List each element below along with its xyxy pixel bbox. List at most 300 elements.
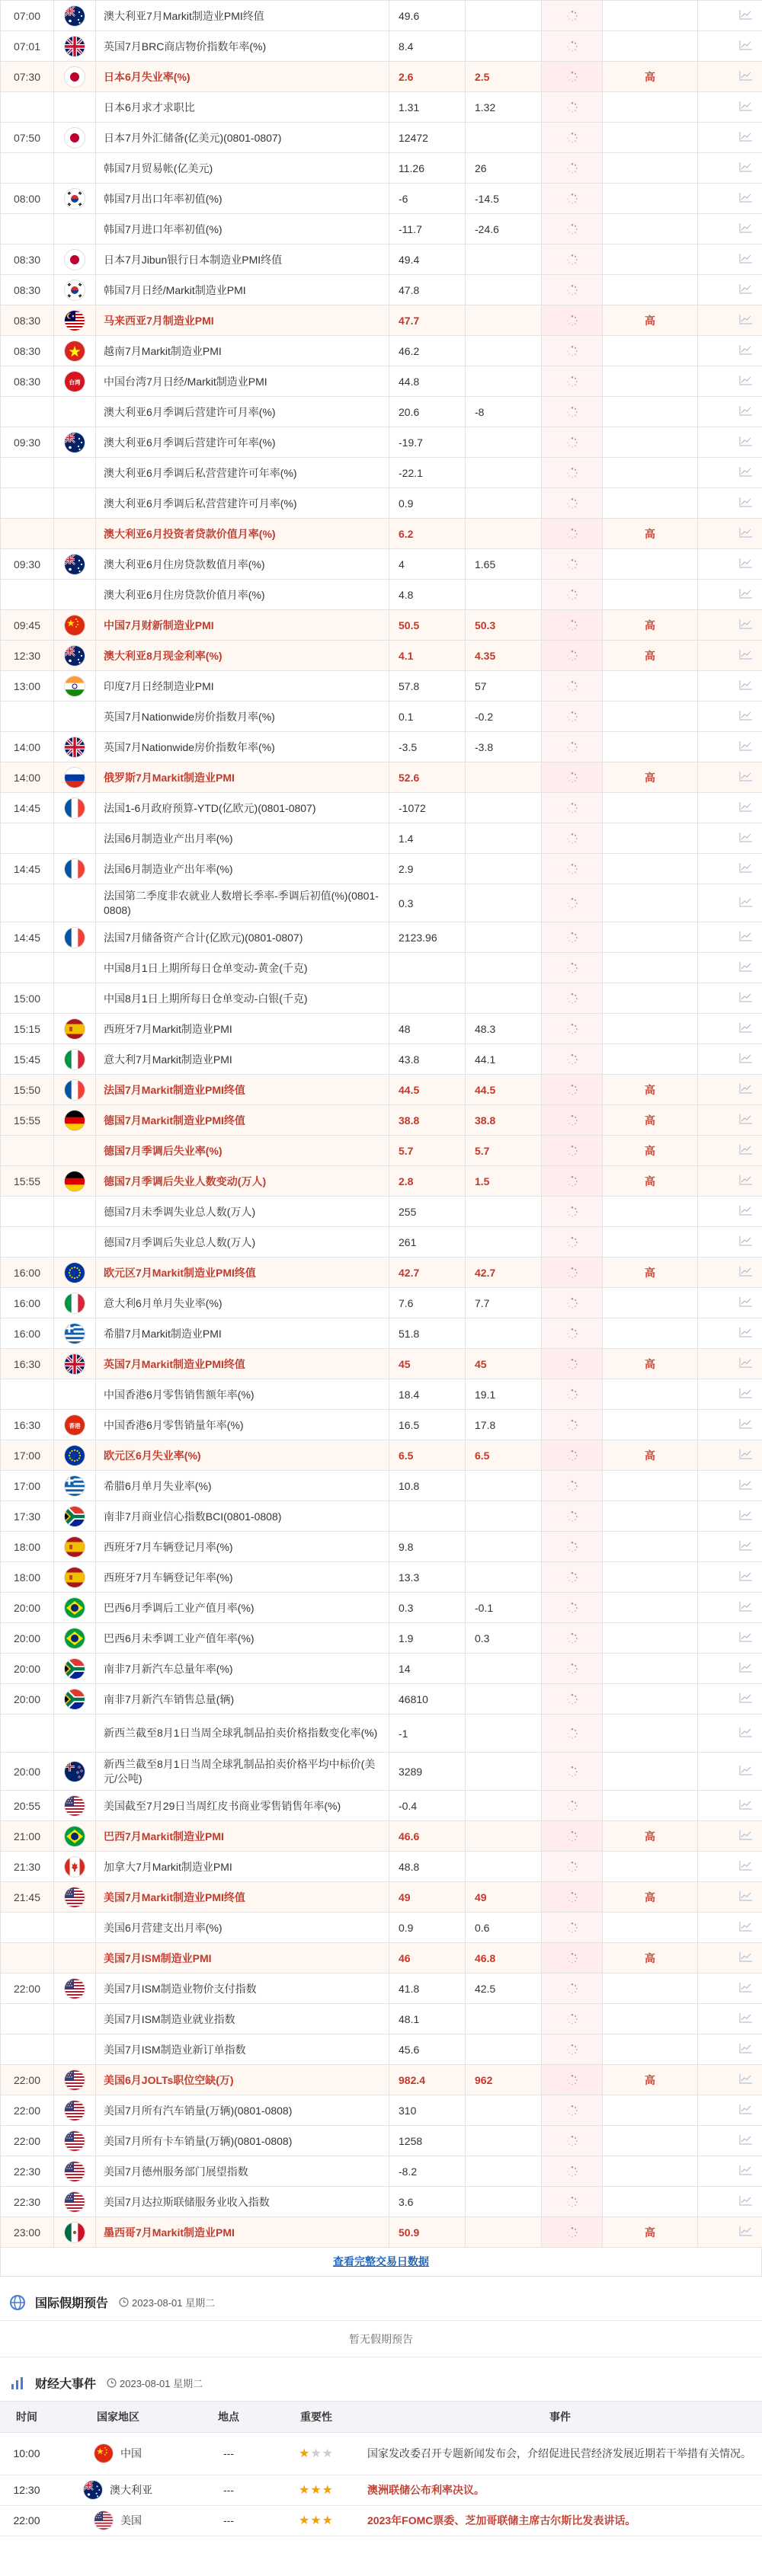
row-indicator xyxy=(96,1136,389,1166)
chart-icon[interactable] xyxy=(739,1328,753,1340)
chart-icon[interactable] xyxy=(739,1663,753,1675)
row-flag xyxy=(54,2065,96,2095)
row-flag xyxy=(54,641,96,671)
chart-icon[interactable] xyxy=(739,1602,753,1614)
flag-usa-icon xyxy=(65,2070,85,2090)
indicator-name: 法国6月制造业产出月率(%) xyxy=(104,832,233,845)
row-previous: 982.4 xyxy=(389,2065,466,2095)
flag-greece-icon xyxy=(65,1476,85,1496)
row-importance xyxy=(603,549,698,580)
chart-icon[interactable] xyxy=(739,1053,753,1066)
loading-spinner-icon xyxy=(566,1389,578,1401)
row-importance xyxy=(603,1379,698,1410)
row-previous: 9.8 xyxy=(389,1532,466,1562)
row-previous: 2.6 xyxy=(389,62,466,92)
calendar-row xyxy=(1,983,762,1014)
loading-spinner-icon xyxy=(566,2105,578,2117)
chart-icon[interactable] xyxy=(739,2226,753,2239)
chart-icon[interactable] xyxy=(739,376,753,388)
row-chart[interactable] xyxy=(698,2034,762,2065)
chart-icon[interactable] xyxy=(739,162,753,174)
row-chart[interactable] xyxy=(698,2187,762,2217)
row-chart[interactable] xyxy=(698,1593,762,1623)
chart-icon[interactable] xyxy=(739,650,753,662)
row-chart[interactable] xyxy=(698,1105,762,1136)
row-importance: 高 xyxy=(603,305,698,336)
row-importance xyxy=(603,823,698,854)
calendar-row xyxy=(1,1136,762,1166)
row-chart[interactable] xyxy=(698,1471,762,1501)
row-previous: 52.6 xyxy=(389,762,466,793)
chart-icon[interactable] xyxy=(739,1358,753,1370)
row-chart[interactable] xyxy=(698,1,762,31)
row-importance: 高 xyxy=(603,762,698,793)
chart-icon[interactable] xyxy=(739,1206,753,1218)
row-indicator xyxy=(96,1318,389,1349)
row-actual xyxy=(542,2217,603,2248)
chart-icon[interactable] xyxy=(739,1023,753,1035)
row-actual xyxy=(542,153,603,184)
loading-spinner-icon xyxy=(566,1023,578,1035)
indicator-name: 德国7月季调后失业率(%) xyxy=(104,1144,223,1157)
chart-icon[interactable] xyxy=(739,1830,753,1843)
indicator-name: 越南7月Markit制造业PMI xyxy=(104,344,222,357)
row-previous: 1258 xyxy=(389,2126,466,2156)
row-importance xyxy=(603,922,698,953)
row-importance: 高 xyxy=(603,1105,698,1136)
calendar-row xyxy=(1,702,762,732)
loading-spinner-icon xyxy=(566,10,578,22)
chart-icon[interactable] xyxy=(739,2196,753,2208)
row-time: 09:30 xyxy=(1,427,54,458)
row-chart[interactable] xyxy=(698,1532,762,1562)
row-chart[interactable] xyxy=(698,1852,762,1882)
row-chart[interactable] xyxy=(698,458,762,488)
row-chart[interactable] xyxy=(698,1791,762,1821)
chart-icon[interactable] xyxy=(739,467,753,479)
chart-icon[interactable] xyxy=(739,284,753,296)
chart-icon[interactable] xyxy=(739,2044,753,2056)
row-previous: 16.5 xyxy=(389,1410,466,1440)
chart-icon[interactable] xyxy=(739,1632,753,1644)
row-previous: 4 xyxy=(389,549,466,580)
row-time: 21:30 xyxy=(1,1852,54,1882)
row-chart[interactable] xyxy=(698,1623,762,1654)
holiday-date xyxy=(119,2295,215,2309)
row-chart[interactable] xyxy=(698,1288,762,1318)
loading-spinner-icon xyxy=(566,1053,578,1066)
row-flag xyxy=(54,366,96,397)
chart-icon[interactable] xyxy=(739,1267,753,1279)
chart-icon[interactable] xyxy=(739,962,753,974)
row-indicator xyxy=(96,922,389,953)
chart-icon[interactable] xyxy=(739,992,753,1005)
row-chart[interactable] xyxy=(698,1753,762,1791)
row-chart[interactable] xyxy=(698,762,762,793)
row-chart[interactable] xyxy=(698,1166,762,1197)
calendar-row xyxy=(1,580,762,610)
row-chart[interactable] xyxy=(698,1654,762,1684)
indicator-name: 英国7月Markit制造业PMI终值 xyxy=(104,1357,245,1370)
row-chart[interactable] xyxy=(698,123,762,153)
row-chart[interactable] xyxy=(698,2095,762,2126)
calendar-row xyxy=(1,823,762,854)
flag-usa-icon xyxy=(65,2162,85,2181)
calendar-row xyxy=(1,1227,762,1258)
chart-icon[interactable] xyxy=(739,1983,753,1995)
row-forecast: 48.3 xyxy=(466,1014,542,1044)
row-indicator xyxy=(96,983,389,1014)
calendar-row xyxy=(1,1197,762,1227)
row-chart[interactable] xyxy=(698,305,762,336)
loading-spinner-icon xyxy=(566,528,578,540)
row-forecast: 1.5 xyxy=(466,1166,542,1197)
row-actual xyxy=(542,1105,603,1136)
chart-icon[interactable] xyxy=(739,1727,753,1740)
chart-icon[interactable] xyxy=(739,711,753,723)
row-chart[interactable] xyxy=(698,983,762,1014)
chart-icon[interactable] xyxy=(739,1236,753,1248)
row-time xyxy=(1,1715,54,1753)
row-time xyxy=(1,702,54,732)
row-chart[interactable] xyxy=(698,1044,762,1075)
row-importance xyxy=(603,214,698,244)
row-importance xyxy=(603,1715,698,1753)
row-chart[interactable] xyxy=(698,153,762,184)
row-previous: 3289 xyxy=(389,1753,466,1791)
loading-spinner-icon xyxy=(566,2074,578,2086)
row-chart[interactable] xyxy=(698,1562,762,1593)
row-previous: 11.26 xyxy=(389,153,466,184)
chart-icon[interactable] xyxy=(739,10,753,22)
row-previous: 38.8 xyxy=(389,1105,466,1136)
row-time xyxy=(1,397,54,427)
calendar-row xyxy=(1,2065,762,2095)
row-importance xyxy=(603,2187,698,2217)
row-actual xyxy=(542,793,603,823)
chart-icon[interactable] xyxy=(739,1510,753,1523)
row-flag xyxy=(54,1882,96,1913)
chart-icon[interactable] xyxy=(739,772,753,784)
row-flag xyxy=(54,983,96,1014)
row-chart[interactable] xyxy=(698,1715,762,1753)
row-time: 22:00 xyxy=(1,1974,54,2004)
row-actual xyxy=(542,366,603,397)
chart-icon[interactable] xyxy=(739,833,753,845)
chart-icon[interactable] xyxy=(739,1541,753,1553)
flag-france-icon xyxy=(65,1080,85,1100)
chart-icon[interactable] xyxy=(739,132,753,144)
row-time: 08:00 xyxy=(1,184,54,214)
chart-icon[interactable] xyxy=(739,1952,753,1964)
row-chart[interactable] xyxy=(698,1410,762,1440)
row-chart[interactable] xyxy=(698,793,762,823)
row-chart[interactable] xyxy=(698,1974,762,2004)
row-chart[interactable] xyxy=(698,1197,762,1227)
chart-icon[interactable] xyxy=(739,897,753,909)
calendar-row xyxy=(1,922,762,953)
row-chart[interactable] xyxy=(698,184,762,214)
row-flag xyxy=(54,305,96,336)
chart-icon[interactable] xyxy=(739,1766,753,1778)
row-chart[interactable] xyxy=(698,1913,762,1943)
row-chart[interactable] xyxy=(698,2065,762,2095)
flag-japan-icon xyxy=(65,128,85,148)
row-actual xyxy=(542,1791,603,1821)
chart-icon[interactable] xyxy=(739,101,753,113)
row-chart[interactable] xyxy=(698,1943,762,1974)
calendar-row xyxy=(1,92,762,123)
row-indicator xyxy=(96,854,389,884)
row-previous xyxy=(389,983,466,1014)
row-previous: 18.4 xyxy=(389,1379,466,1410)
calendar-row xyxy=(1,1471,762,1501)
chart-icon[interactable] xyxy=(739,589,753,601)
chart-icon[interactable] xyxy=(739,2105,753,2117)
row-chart[interactable] xyxy=(698,2217,762,2248)
row-forecast xyxy=(466,1684,542,1715)
chart-icon[interactable] xyxy=(739,2135,753,2147)
flag-uk-icon xyxy=(65,1354,85,1374)
row-chart[interactable] xyxy=(698,1014,762,1044)
row-actual xyxy=(542,884,603,922)
chart-icon[interactable] xyxy=(739,193,753,205)
row-chart[interactable] xyxy=(698,275,762,305)
row-chart[interactable] xyxy=(698,214,762,244)
row-time: 20:00 xyxy=(1,1654,54,1684)
row-chart[interactable] xyxy=(698,1258,762,1288)
indicator-name: 巴西6月未季调工业产值年率(%) xyxy=(104,1632,255,1644)
row-flag xyxy=(54,1227,96,1258)
row-time xyxy=(1,1136,54,1166)
row-previous: 6.5 xyxy=(389,1440,466,1471)
indicator-name: 美国7月所有汽车销量(万辆)(0801-0808) xyxy=(104,2104,293,2117)
chart-icon[interactable] xyxy=(739,1297,753,1309)
chart-icon[interactable] xyxy=(739,1922,753,1934)
chart-icon[interactable] xyxy=(739,528,753,540)
row-chart[interactable] xyxy=(698,1684,762,1715)
row-chart[interactable] xyxy=(698,92,762,123)
row-chart[interactable] xyxy=(698,1821,762,1852)
chart-icon[interactable] xyxy=(739,1175,753,1187)
row-time: 14:45 xyxy=(1,793,54,823)
row-indicator xyxy=(96,641,389,671)
row-chart[interactable] xyxy=(698,1440,762,1471)
row-forecast xyxy=(466,519,542,549)
row-chart[interactable] xyxy=(698,823,762,854)
chart-icon[interactable] xyxy=(739,1800,753,1812)
row-forecast xyxy=(466,1715,542,1753)
calendar-row xyxy=(1,1562,762,1593)
row-time: 08:30 xyxy=(1,366,54,397)
flag-spain-icon xyxy=(65,1568,85,1587)
row-chart[interactable] xyxy=(698,244,762,275)
chart-icon[interactable] xyxy=(739,558,753,570)
row-chart[interactable] xyxy=(698,1882,762,1913)
row-chart[interactable] xyxy=(698,62,762,92)
row-chart[interactable] xyxy=(698,366,762,397)
chart-icon[interactable] xyxy=(739,680,753,692)
chart-icon[interactable] xyxy=(739,1389,753,1401)
row-time: 08:30 xyxy=(1,244,54,275)
row-previous: 12472 xyxy=(389,123,466,153)
event-place: --- xyxy=(183,2432,274,2475)
row-chart[interactable] xyxy=(698,1379,762,1410)
flag-vietnam-icon xyxy=(65,341,85,361)
chart-icon[interactable] xyxy=(739,315,753,327)
row-chart[interactable] xyxy=(698,2126,762,2156)
indicator-name: 美国7月所有卡车销量(万辆)(0801-0808) xyxy=(104,2134,293,2147)
chart-icon[interactable] xyxy=(739,1114,753,1127)
calendar-row xyxy=(1,1349,762,1379)
row-chart[interactable] xyxy=(698,1136,762,1166)
row-previous: 45 xyxy=(389,1349,466,1379)
row-chart[interactable] xyxy=(698,427,762,458)
chart-icon[interactable] xyxy=(739,2165,753,2178)
row-chart[interactable] xyxy=(698,1227,762,1258)
row-importance xyxy=(603,244,698,275)
chart-icon[interactable] xyxy=(739,1861,753,1873)
row-indicator xyxy=(96,1715,389,1753)
row-chart[interactable] xyxy=(698,922,762,953)
row-chart[interactable] xyxy=(698,397,762,427)
row-actual xyxy=(542,488,603,519)
row-chart[interactable] xyxy=(698,2004,762,2034)
calendar-row xyxy=(1,123,762,153)
row-importance xyxy=(603,184,698,214)
holiday-date-text: 2023-08-01 星期二 xyxy=(132,2297,216,2309)
row-actual xyxy=(542,275,603,305)
row-time xyxy=(1,1913,54,1943)
row-chart[interactable] xyxy=(698,702,762,732)
indicator-name: 中国8月1日上期所每日仓单变动-白银(千克) xyxy=(104,992,308,1005)
row-indicator xyxy=(96,62,389,92)
row-chart[interactable] xyxy=(698,641,762,671)
row-chart[interactable] xyxy=(698,488,762,519)
row-chart[interactable] xyxy=(698,519,762,549)
calendar-row xyxy=(1,1753,762,1791)
row-chart[interactable] xyxy=(698,580,762,610)
row-chart[interactable] xyxy=(698,31,762,62)
row-chart[interactable] xyxy=(698,1349,762,1379)
chart-icon[interactable] xyxy=(739,406,753,418)
chart-icon[interactable] xyxy=(739,223,753,235)
chart-icon[interactable] xyxy=(739,1480,753,1492)
row-indicator xyxy=(96,1753,389,1791)
calendar-row xyxy=(1,244,762,275)
row-chart[interactable] xyxy=(698,549,762,580)
chart-icon[interactable] xyxy=(739,2013,753,2025)
row-forecast xyxy=(466,1501,542,1532)
row-chart[interactable] xyxy=(698,953,762,983)
chart-icon[interactable] xyxy=(739,1449,753,1462)
chart-icon[interactable] xyxy=(739,497,753,510)
calendar-row xyxy=(1,519,762,549)
row-chart[interactable] xyxy=(698,1075,762,1105)
row-chart[interactable] xyxy=(698,1318,762,1349)
row-importance: 高 xyxy=(603,1166,698,1197)
calendar-row xyxy=(1,153,762,184)
row-chart[interactable] xyxy=(698,2156,762,2187)
row-chart[interactable] xyxy=(698,854,762,884)
chart-icon[interactable] xyxy=(739,802,753,814)
row-forecast: 44.1 xyxy=(466,1044,542,1075)
row-forecast: 42.5 xyxy=(466,1974,542,2004)
chart-icon[interactable] xyxy=(739,1693,753,1705)
calendar-row xyxy=(1,854,762,884)
row-time: 22:00 xyxy=(1,2126,54,2156)
chart-icon[interactable] xyxy=(739,1084,753,1096)
indicator-name: 美国截至7月29日当周红皮书商业零售销售年率(%) xyxy=(104,1799,341,1812)
chart-icon[interactable] xyxy=(739,436,753,449)
row-flag xyxy=(54,884,96,922)
row-flag xyxy=(54,1136,96,1166)
chart-icon[interactable] xyxy=(739,1571,753,1584)
row-chart[interactable] xyxy=(698,610,762,641)
row-time: 17:30 xyxy=(1,1501,54,1532)
calendar-row xyxy=(1,31,762,62)
bars-icon xyxy=(9,2375,26,2392)
chart-icon[interactable] xyxy=(739,2074,753,2086)
row-chart[interactable] xyxy=(698,884,762,922)
row-actual xyxy=(542,1501,603,1532)
chart-icon[interactable] xyxy=(739,40,753,53)
row-time: 20:00 xyxy=(1,1623,54,1654)
row-previous: 48.8 xyxy=(389,1852,466,1882)
row-forecast xyxy=(466,2217,542,2248)
row-flag xyxy=(54,1440,96,1471)
row-chart[interactable] xyxy=(698,1501,762,1532)
indicator-name: 意大利7月Markit制造业PMI xyxy=(104,1053,232,1066)
chart-icon[interactable] xyxy=(739,1419,753,1431)
chart-icon[interactable] xyxy=(739,254,753,266)
row-chart[interactable] xyxy=(698,336,762,366)
calendar-row xyxy=(1,1105,762,1136)
chart-icon[interactable] xyxy=(739,345,753,357)
chart-icon[interactable] xyxy=(739,932,753,944)
chart-icon[interactable] xyxy=(739,71,753,83)
calendar-row xyxy=(1,1318,762,1349)
loading-spinner-icon xyxy=(566,1297,578,1309)
row-time xyxy=(1,1943,54,1974)
row-chart[interactable] xyxy=(698,732,762,762)
view-full-data-link[interactable]: 查看完整交易日数据 xyxy=(333,2255,429,2268)
calendar-row xyxy=(1,427,762,458)
row-previous: 7.6 xyxy=(389,1288,466,1318)
indicator-name: 中国8月1日上期所每日仓单变动-黄金(千克) xyxy=(104,961,308,974)
loading-spinner-icon xyxy=(566,1571,578,1584)
flag-eu-icon xyxy=(65,1446,85,1465)
row-importance xyxy=(603,1501,698,1532)
row-flag xyxy=(54,580,96,610)
row-forecast xyxy=(466,1,542,31)
loading-spinner-icon xyxy=(566,254,578,266)
row-importance xyxy=(603,1197,698,1227)
chart-icon[interactable] xyxy=(739,619,753,631)
row-chart[interactable] xyxy=(698,671,762,702)
calendar-row xyxy=(1,1044,762,1075)
calendar-row xyxy=(1,458,762,488)
loading-spinner-icon xyxy=(566,1830,578,1843)
loading-spinner-icon xyxy=(566,1632,578,1644)
chart-icon[interactable] xyxy=(739,741,753,753)
row-time: 15:45 xyxy=(1,1044,54,1075)
row-importance xyxy=(603,1410,698,1440)
chart-icon[interactable] xyxy=(739,1145,753,1157)
row-indicator xyxy=(96,1,389,31)
chart-icon[interactable] xyxy=(739,1891,753,1903)
chart-icon[interactable] xyxy=(739,863,753,875)
